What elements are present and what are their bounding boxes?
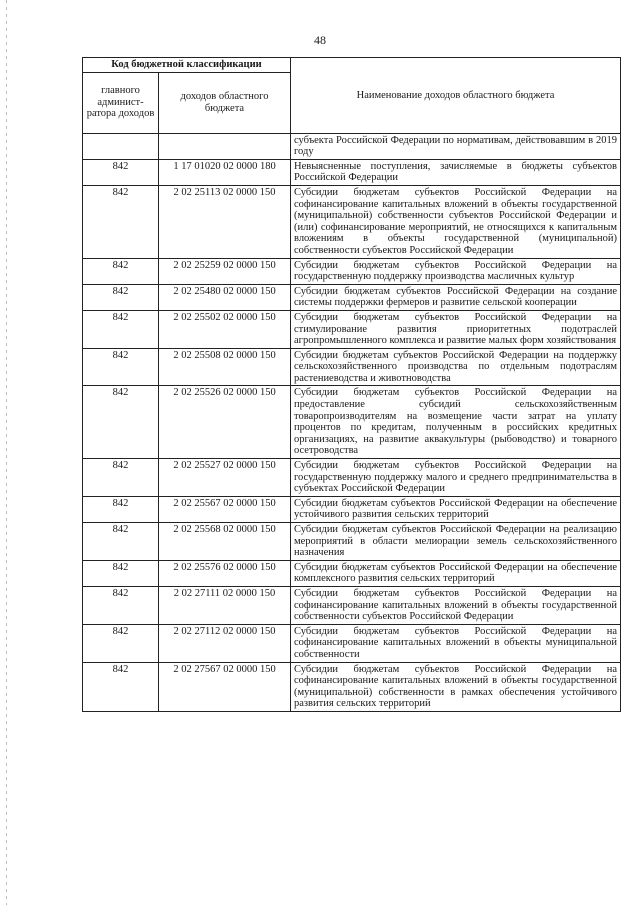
income-code-cell [159,133,291,159]
income-code-cell: 2 02 27111 02 0000 150 [159,586,291,624]
header-income-name: Наименование доходов областного бюджета [291,58,621,134]
header-income-code: доходов областного бюджета [159,72,291,133]
header-row-group [83,58,621,73]
budget-classification-table [82,57,621,712]
income-name-cell: Субсидии бюджетам субъектов Российской Федерации на обеспечение устойчивого развития сельских территорий [291,496,621,522]
income-name-cell: Субсидии бюджетам субъектов Российской Федерации на софинансирование капитальных вложений в объекты муниципальной собственности [291,624,621,662]
admin-code-cell [83,133,159,159]
page-number: 48 [314,33,326,47]
header-main-administrator: главного админист-ратора доходов [83,72,159,133]
income-name-cell: субъекта Российской Федерации по нормативам, действовавшим в 2019 году [291,133,621,159]
table-row [83,560,621,586]
income-code-cell: 2 02 25508 02 0000 150 [159,348,291,386]
admin-code-cell: 842 [83,523,159,561]
table-row [83,624,621,662]
admin-code-cell: 842 [83,258,159,284]
table-row [83,133,621,159]
table-row [83,310,621,348]
income-name-cell: Субсидии бюджетам субъектов Российской Федерации на предоставление субсидий сельскохозяйственным товаропроизводителям на возмещение части затрат на уплату процентов по кредитам, полученным в российских кредитных организациях, на развитие аквакультуры (рыбоводство) и товарного осетроводства [291,386,621,459]
income-code-cell: 2 02 27112 02 0000 150 [159,624,291,662]
income-code-cell: 2 02 25259 02 0000 150 [159,258,291,284]
income-code-cell: 2 02 25568 02 0000 150 [159,523,291,561]
table-row [83,523,621,561]
income-name-cell: Субсидии бюджетам субъектов Российской Федерации на софинансирование капитальных вложений в объекты государственной (муниципальной) собственности субъектов Российской Федерации и (или) софинансирование мероприятий, не относящихся к капитальным вложениям в объекты государственной (муниципальной) собственности субъектов Российской Федерации [291,185,621,258]
income-code-cell: 2 02 25576 02 0000 150 [159,560,291,586]
admin-code-cell: 842 [83,662,159,711]
income-name-cell: Субсидии бюджетам субъектов Российской Федерации на обеспечение комплексного развития сельских территорий [291,560,621,586]
admin-code-cell: 842 [83,560,159,586]
table-row [83,348,621,386]
admin-code-cell: 842 [83,586,159,624]
admin-code-cell: 842 [83,284,159,310]
admin-code-cell: 842 [83,159,159,185]
income-name-cell: Субсидии бюджетам субъектов Российской Федерации на поддержку сельскохозяйственного производства по отдельным подотраслям растениеводства и животноводства [291,348,621,386]
admin-code-cell: 842 [83,624,159,662]
income-code-cell: 2 02 25480 02 0000 150 [159,284,291,310]
income-code-cell: 2 02 25567 02 0000 150 [159,496,291,522]
income-name-cell: Субсидии бюджетам субъектов Российской Федерации на реализацию мероприятий в области мелиорации земель сельскохозяйственного назначения [291,523,621,561]
table-row [83,185,621,258]
admin-code-cell: 842 [83,348,159,386]
income-code-cell: 2 02 25526 02 0000 150 [159,386,291,459]
table-row [83,496,621,522]
income-code-cell: 2 02 27567 02 0000 150 [159,662,291,711]
table-row [83,284,621,310]
admin-code-cell: 842 [83,459,159,497]
income-code-cell: 2 02 25113 02 0000 150 [159,185,291,258]
admin-code-cell: 842 [83,496,159,522]
table-row [83,662,621,711]
admin-code-cell: 842 [83,386,159,459]
table-row [83,258,621,284]
table-row [83,159,621,185]
income-code-cell: 2 02 25527 02 0000 150 [159,459,291,497]
income-name-cell: Невыясненные поступления, зачисляемые в бюджеты субъектов Российской Федерации [291,159,621,185]
income-name-cell: Субсидии бюджетам субъектов Российской Федерации на софинансирование капитальных вложений в объекты государственной собственности субъектов Российской Федерации [291,586,621,624]
income-code-cell: 2 02 25502 02 0000 150 [159,310,291,348]
income-code-cell: 1 17 01020 02 0000 180 [159,159,291,185]
table-row [83,459,621,497]
income-name-cell: Субсидии бюджетам субъектов Российской Федерации на создание системы поддержки фермеров и развитие сельской кооперации [291,284,621,310]
header-budget-classification: Код бюджетной классификации [83,58,291,73]
admin-code-cell: 842 [83,185,159,258]
income-name-cell: Субсидии бюджетам субъектов Российской Федерации на стимулирование развития приоритетных подотраслей агропромышленного комплекса и развитие малых форм хозяйствования [291,310,621,348]
income-name-cell: Субсидии бюджетам субъектов Российской Федерации на софинансирование капитальных вложений в объекты государственной (муниципальной) собственности в рамках обеспечения устойчивого развития сельских территорий [291,662,621,711]
income-name-cell: Субсидии бюджетам субъектов Российской Федерации на государственную поддержку производства масличных культур [291,258,621,284]
admin-code-cell: 842 [83,310,159,348]
scan-edge-line [6,0,7,905]
table-row [83,386,621,459]
table-row [83,586,621,624]
income-name-cell: Субсидии бюджетам субъектов Российской Федерации на государственную поддержку малого и среднего предпринимательства в субъектах Российской Федерации [291,459,621,497]
